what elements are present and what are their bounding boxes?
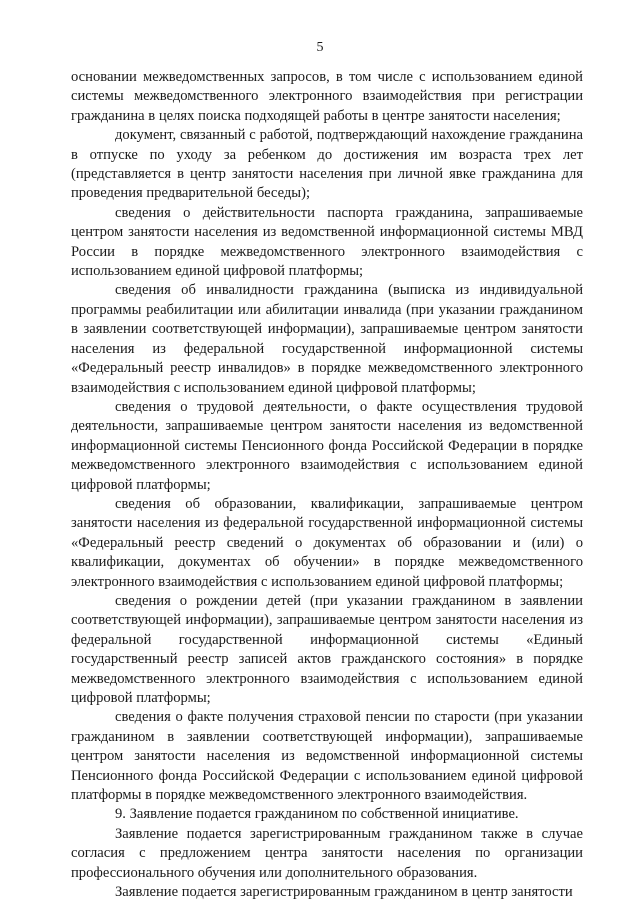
paragraph-clause-9: 9. Заявление подается гражданином по собственной инициативе. <box>115 806 519 823</box>
paragraph: документ, связанный с работой, подтверждающий нахождение гражданина в отпуске по уходу за ребенком до достижения им возраста трех лет (представляется в центр занятости населения при личной явке гражданина для проведения предварительной беседы); <box>71 127 583 202</box>
paragraph: Заявление подается зарегистрированным гражданином в центр занятости <box>115 884 573 901</box>
paragraph: сведения о трудовой деятельности, о факте осуществления трудовой деятельности, запрашиваемые центром занятости населения из ведомственной информационной системы Пенсионного фонда Российской Федерации в порядке межведомственного электронного взаимодействия с использованием единой цифровой платформы; <box>71 398 583 493</box>
paragraph: сведения об образовании, квалификации, запрашиваемые центром занятости населения из федеральной государственной информационной системы «Федеральный реестр сведений о документах об образовании и (или) о квалификации, документах об обучении» в порядке межведомственного электронного взаимодействия с использованием единой цифровой платформы; <box>71 495 583 590</box>
paragraph: сведения о рождении детей (при указании гражданином в заявлении соответствующей информации), запрашиваемые центром занятости населения из федеральной государственной информационной системы «Единый государственный реестр записей актов гражданского состояния» в порядке межведомственного электронного взаимодействия с использованием единой цифровой платформы; <box>71 592 583 706</box>
document-body <box>71 68 583 902</box>
paragraph: Заявление подается зарегистрированным гражданином также в случае согласия с предложением центра занятости населения по организации профессионального обучения или дополнительного образования. <box>71 825 583 881</box>
paragraph-continuation: основании межведомственных запросов, в том числе с использованием единой системы межведомственного электронного взаимодействия при регистрации гражданина в целях поиска подходящей работы в центре занятости населения; <box>71 69 583 124</box>
paragraph: сведения о факте получения страховой пенсии по старости (при указании гражданином в заявлении соответствующей информации), запрашиваемые центром занятости населения из ведомственной информационной системы Пенсионного фонда Российской Федерации с использованием единой цифровой платформы в порядке межведомственного электронного взаимодействия. <box>71 709 583 804</box>
page-number: 5 <box>316 40 324 55</box>
paragraph: сведения о действительности паспорта гражданина, запрашиваемые центром занятости населения из ведомственной информационной системы МВД России в порядке межведомственного электронного взаимодействия с использованием единой цифровой платформы; <box>71 204 583 280</box>
paragraph: сведения об инвалидности гражданина (выписка из индивидуальной программы реабилитации или абилитации инвалида (при указании гражданином в заявлении соответствующей информации), запрашиваемые центром занятости населения из федеральной государственной информационной системы «Федеральный реестр инвалидов» в порядке межведомственного электронного взаимодействия с использованием единой цифровой платформы; <box>71 282 583 396</box>
